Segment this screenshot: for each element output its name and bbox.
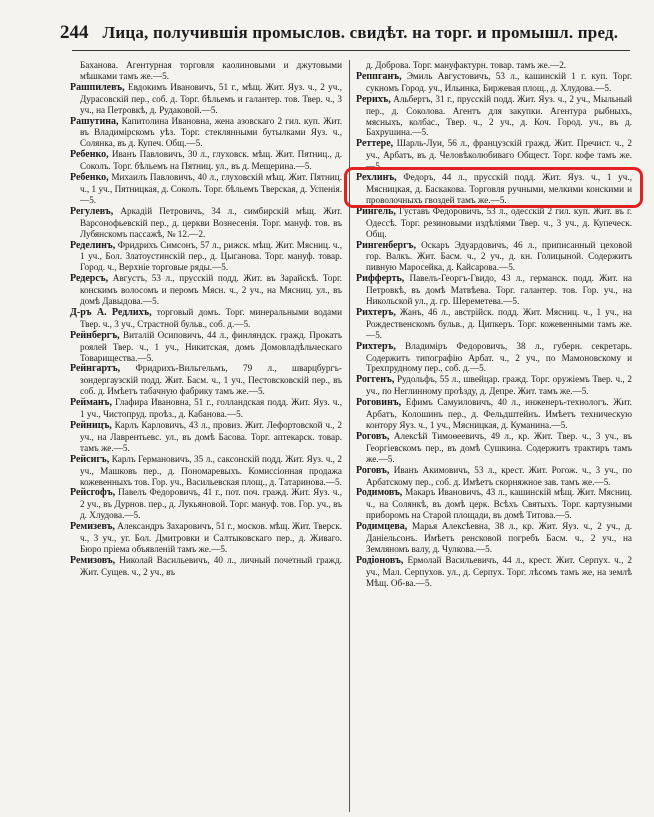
entry-text: Ермолай Васильевичъ, 44 л., крест. Жит. Серпух. ч., 2 уч., Мал. Серпухов. ул., д. Серпух. Торг. лѣсомъ тамъ же, на землѣ Мѣщ. Об-ва.—5.: [366, 554, 632, 588]
entry-text: торговый домъ. Торг. минеральными водами Твер. ч., 3 уч., Страстной бульв., соб. д.—5.: [80, 306, 342, 329]
directory-entry: [70, 397, 342, 420]
directory-entry: [70, 420, 342, 454]
entry-name: Рейнгартъ,: [70, 363, 121, 375]
entry-name: Ремизевъ,: [70, 521, 115, 533]
directory-entry: [70, 330, 342, 364]
directory-entry: [356, 341, 632, 375]
highlight-box: [344, 167, 643, 208]
entry-text: Шарль-Луи, 56 л., французскій гражд. Жит. Пречист. ч., 2 уч., Арбатъ, въ д. Человѣколюбиваго Общест. Торг. кофе тамъ же.—5.: [366, 138, 632, 172]
entry-name: Редерсъ,: [70, 273, 109, 285]
directory-entry: [356, 374, 632, 397]
entry-text: Фридрихъ-Вильгельмъ, 79 л., шварцбургъ-зондергаузскій подд. Жит. Басм. ч., 1 уч., Пестовсковскій пер., въ соб. д. Имѣетъ табачную фабрику тамъ же.—5.: [80, 363, 342, 397]
entry-name: Ребенко,: [70, 172, 109, 184]
directory-entry: [70, 116, 342, 150]
directory-entry: [70, 521, 342, 555]
directory-entry: [70, 172, 342, 206]
entry-text: д. Доброва. Торг. мануфактурн. товар. тамъ же.—2.: [366, 60, 567, 70]
entry-name: Рехлинъ,: [356, 172, 397, 184]
entry-name: Регулевъ,: [70, 205, 114, 217]
entry-text: Виталій Осиповичъ, 44 л., финляндск. гражд. Прокатъ роялей Твер. ч., 1 уч., Никитская, домъ Домовладѣльческаго Товарищества.—5.: [80, 329, 342, 363]
directory-entry: [70, 273, 342, 307]
entry-text: Оскаръ Эдуардовичъ, 46 л., приписанный цеховой гор. Валкъ. Жит. Басм. ч., 2 уч., д. кн. Голицыной. Содержитъ пивную Маросейка, д. Кайсарова.—5.: [366, 239, 632, 273]
directory-entry: [70, 363, 342, 397]
entry-name: Рейсгофъ,: [70, 487, 116, 499]
entry-name: Рерихъ,: [356, 93, 391, 105]
entry-name: Рейманъ,: [70, 397, 113, 409]
entry-text: Глафира Ивановна, 51 г., голландская подд. Жит. Яуз. ч., 1 уч., Чистопруд. проѣз., д. Кабанова.—5.: [80, 397, 342, 420]
directory-entry: [356, 555, 632, 589]
entry-text: Марья Алексѣевна, 38 л., кр. Жит. Яуз. ч., 2 уч., д. Даніельсонъ. Имѣетъ ренсковой погребъ Басм. ч., 2 уч., на Земляномъ валу, д. Чулкова.—5.: [366, 521, 632, 554]
directory-entry: [356, 465, 632, 488]
entry-name: Рейнбергъ,: [70, 329, 120, 341]
entry-text: Капитолина Ивановна, жена азовскаго 2 гил. куп. Жит. въ Владимірскомъ уѣз. Торг. стеклянными бутылками Яуз. ч., Солянка, въ д. Купеч. Общ.—5.: [80, 115, 342, 149]
entry-text: Макаръ Ивановичъ, 43 л., кашинскій мѣщ. Жит. Мясниц. ч., на Солянкѣ, въ домѣ церк. Всѣхъ Святыхъ. Торг. картузными приборомъ на Старой площади, въ домѣ Титова.—5.: [366, 487, 632, 521]
entry-text: Иванъ Павловичъ, 30 л., глуховск. мѣщ. Жит. Пятниц., д. Соколъ. Торг. бѣльемъ на Пятниц. ул., въ д. Мещерина.—5.: [80, 149, 342, 172]
directory-entry: [70, 487, 342, 521]
directory-entry: [356, 206, 632, 240]
directory-entry: [356, 60, 632, 71]
entry-name: Реппганъ,: [356, 70, 402, 82]
entry-text: Фридрихъ Симсонъ, 57 л., рижск. мѣщ. Жит. Мясниц. ч., 1 уч., Бол. Златоустинскій пер., д. Цыганова. Торг. мануф. товар. Город. ч., Верхніе торговые ряды.—5.: [80, 239, 342, 273]
entry-name: Рихтеръ,: [356, 340, 396, 352]
entry-name: Родимовъ,: [356, 487, 403, 499]
entry-text: Альбертъ, 31 г., прусскій подд. Жит. Яуз. ч., 2 уч., Мыльный пер., д. Соколова. Агентъ для закупки. Агентура рыбныхъ, мясныхъ, колбас., Твер. ч., 2 уч., д. Коч. Город. уч., въ д. Бахрушина.—5.: [366, 93, 632, 138]
directory-entry: [356, 273, 632, 307]
entry-name: Роггенъ,: [356, 374, 395, 386]
entry-text: Евдокимъ Ивановичъ, 51 г., мѣщ. Жит. Яуз. ч., 2 уч., Дурасовскій пер., соб. д. Торг. бѣльемъ и галантер. тов. Твер. ч., 3 уч., на Петровкѣ, д. Рудаковой.—5.: [80, 81, 342, 115]
entry-text: Баханова. Агентурная торговля каолиновыми и джутовыми мѣшками тамъ же.—5.: [80, 60, 342, 81]
entry-name: Родимцева,: [356, 521, 408, 533]
entry-text: Карлъ Карловичъ, 43 л., провиз. Жит. Лефортовской ч., 2 уч., на Лаврентьевс. ул., въ домѣ Басова. Торг. аптекарск. товар. тамъ же.—5.: [80, 420, 342, 453]
entry-text: Михаилъ Павловичъ, 40 л., глуховскій мѣщ. Жит. Пятниц. ч., 1 уч., Пятницкая, д. Соколъ. Торг. бѣльемъ Тверская, д. Успенія.—5.: [80, 172, 342, 205]
entry-name: Рейницъ,: [70, 420, 112, 431]
directory-entry: [70, 82, 342, 116]
directory-entry: [70, 149, 342, 172]
directory-entry: [356, 521, 632, 555]
left-column: [70, 60, 342, 815]
entry-text: Алексѣй Тимоѳеевичъ, 49 л., кр. Жит. Твер. ч., 3 уч., въ Георгіевскомъ пер., въ домѣ Сушкина. Содержитъ трактиръ тамъ же.—5.: [366, 430, 632, 464]
directory-entry: [70, 555, 342, 578]
page-title: Лица, получившія промыслов. свидѣт. на торг. и промышл. пред.: [102, 23, 619, 42]
entry-text: Жанъ, 46 л., австрійск. подд. Жит. Мясниц. ч., 1 уч., на Рождественскомъ бульв., д. Ципкеръ. Торг. кожевенными тамъ же.—5.: [366, 306, 632, 340]
entry-text: Владиміръ Федоровичъ, 38 л., губерн. секретарь. Содержитъ типографію Арбат. ч., 2 уч., по Мамоновскому и Трехпрудному пер., соб. д.—5.: [366, 340, 632, 374]
entry-text: Федоръ, 44 л., прусскій подд. Жит. Яуз. ч., 1 уч., Мясницкая, д. Баскакова. Торговля ручными, мелкими конскими и проволочныхъ гвоздей тамъ же.—5.: [366, 172, 632, 205]
directory-entry: [356, 71, 632, 94]
directory-entry: [70, 60, 342, 82]
directory-entry: [356, 431, 632, 465]
page-number: 244: [60, 22, 89, 43]
directory-entry: [356, 94, 632, 139]
directory-entry: [356, 240, 632, 274]
directory-entry: [356, 307, 632, 341]
entry-name: Роговъ,: [356, 430, 390, 442]
entry-name: Ремизовъ,: [70, 554, 116, 566]
entry-name: Рифферть,: [356, 273, 405, 285]
directory-entry: [70, 240, 342, 274]
entry-text: Николай Васильевичъ, 40 л., личный почетный гражд. Жит. Сущев. ч., 2 уч., въ: [80, 554, 342, 577]
entry-name: Рашутина,: [70, 115, 119, 127]
entry-text: Иванъ Акимовичъ, 53 л., крест. Жит. Рогож. ч., 3 уч., по Арбатскому пер., соб. д. Имѣетъ скорняжное зав. тамъ же.—5.: [366, 464, 632, 487]
entry-text: Эмиль Августовичъ, 53 л., кашинскій 1 г. куп. Торг. сукномъ Город. уч., Ильинка, Биржевая площ., д. Хлудова.—5.: [366, 70, 632, 93]
entry-name: Роговъ,: [356, 464, 390, 476]
entry-name: Ределинъ,: [70, 239, 116, 251]
entry-text: Августъ, 53 л., прусскій подд. Жит. въ Зарайскѣ. Торг. конскимъ волосомъ и перомъ Мясн. ч., 2 уч., на Мясниц. ул., въ домѣ Давыдова.—5.: [80, 273, 342, 307]
page-header: [60, 22, 620, 44]
entry-text: Павелъ-Георгъ-Гвидо, 43 л., германск. подд. Жит. на Петровкѣ, въ домѣ Матвѣева. Торг. галантер. тов. Гор. уч., на Никольской ул., д. гр. Шереметева.—5.: [366, 273, 632, 307]
entry-text: Аркадій Петровичъ, 34 л., симбирскій мѣщ. Жит. Варсонофьевскій пер., д. церкви Вознесенія. Торг. мануф. тов. въ Лубянскомъ пассажѣ, № 12.—2.: [80, 205, 342, 239]
entry-text: Павелъ Федоровичъ, 41 г., пот. поч. гражд. Жит. Яуз. ч., 2 уч., въ Дурнов. пер., д. Лукьяновой. Торг. мануф. тов. Гор. уч., въ д. Хлудова.—5.: [80, 487, 342, 521]
entry-text: Карлъ Германовичъ, 35 л., саксонскій подд. Жит. Яуз. ч., 2 уч., Машковъ пер., д. Пономаревыхъ. Комиссіонная продажа кожевенныхъ тов. Гор. уч., Васильевская площ., д. Татаринова.—5.: [80, 453, 342, 487]
directory-entry: [356, 397, 632, 431]
entry-name: Рингенбергъ,: [356, 239, 416, 251]
entry-text: Густавъ Федоровичъ, 53 л., одесскій 2 гил. куп. Жит. въ г. Одессѣ. Торг. резиновыми издѣліями Твер. ч., 3 уч., д. Купеческ. Общ.: [366, 205, 632, 239]
directory-entry: [70, 307, 342, 330]
entry-name: Рингель,: [356, 205, 396, 217]
entry-name: Рейсигъ,: [70, 453, 110, 465]
entry-text: Александръ Захаровичъ, 51 г., москов. мѣщ. Жит. Тверск. ч., 3 уч., уг. Бол. Дмитровки и Салтыковскаго пер., д. Живаго. Бюро пріема объявленій тамъ же.—5.: [80, 521, 342, 554]
entry-name: Реттере,: [356, 138, 394, 150]
entry-text: Рудольфъ, 55 л., швейцар. гражд. Торг. оружіемъ Твер. ч., 2 уч., по Неглинному проѣзду, д. Депре. Жит. тамъ же.—5.: [366, 374, 632, 397]
entry-name: Роговинъ,: [356, 397, 402, 409]
entry-text: Ефимъ Самуиловичъ, 40 л., инженеръ-технологъ. Жит. Арбатъ, Колошинъ пер., д. Фельдштейнъ. Имѣетъ техническую контору Яуз. ч., 1 уч., Мясницкая, д. Куманина.—5.: [366, 397, 632, 430]
entry-name: Рашпилевъ,: [70, 81, 125, 93]
entry-name: Рихтеръ,: [356, 306, 396, 318]
directory-entry: [70, 206, 342, 240]
directory-entry: [70, 454, 342, 488]
entry-name: Ребенко,: [70, 149, 109, 161]
entry-name: Родіоновъ,: [356, 554, 404, 566]
entry-name: Д-ръ А. Редлихъ,: [70, 306, 152, 318]
header-rule: [72, 50, 630, 51]
directory-entry: [356, 487, 632, 521]
